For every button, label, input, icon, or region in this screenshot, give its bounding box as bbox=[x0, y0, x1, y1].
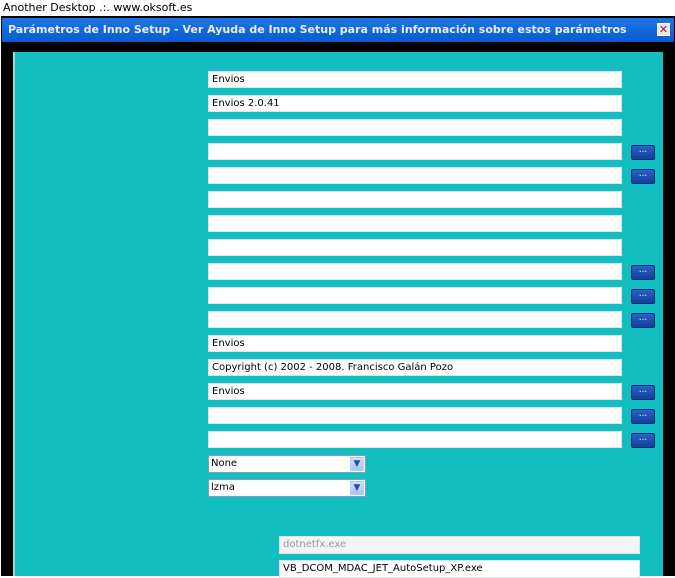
title-bar[interactable] bbox=[2, 18, 674, 42]
chevron-down-icon[interactable]: ▼ bbox=[350, 457, 364, 471]
url-soporte-input[interactable] bbox=[208, 191, 622, 208]
close-icon[interactable]: ✕ bbox=[658, 23, 669, 36]
browse-button[interactable]: ... bbox=[631, 409, 655, 424]
version-input[interactable]: Envios 2.0.41 bbox=[208, 95, 622, 112]
topbar-text: Another Desktop .:. www.oksoft.es bbox=[3, 1, 193, 14]
dialog-window bbox=[1, 16, 675, 576]
browse-button[interactable]: ... bbox=[631, 265, 655, 280]
copyright-input[interactable]: Copyright (c) 2002 - 2008. Francisco Galán Pozo bbox=[208, 359, 622, 376]
desktop-topbar bbox=[0, 0, 675, 16]
compresion-select[interactable] bbox=[208, 479, 366, 497]
browse-button[interactable]: ... bbox=[631, 169, 655, 184]
browse-button[interactable]: ... bbox=[631, 433, 655, 448]
window-title: Parámetros de Inno Setup - Ver Ayuda de Inno Setup para más información sobre estos parámetros bbox=[8, 23, 627, 36]
compania-input[interactable] bbox=[208, 119, 622, 136]
imagen-pequena-input[interactable] bbox=[208, 287, 622, 304]
browse-button[interactable]: ... bbox=[631, 385, 655, 400]
url-actualizacion-input[interactable] bbox=[208, 239, 622, 256]
licencia-input[interactable] bbox=[208, 407, 622, 424]
browse-button[interactable]: ... bbox=[631, 313, 655, 328]
fich-inform-antes-input[interactable] bbox=[208, 143, 622, 160]
nombre-aplicacion-input[interactable]: Envios bbox=[208, 71, 622, 88]
net-framework-input[interactable]: dotnetfx.exe bbox=[279, 536, 640, 554]
chevron-down-icon[interactable]: ▼ bbox=[350, 481, 364, 495]
parameters-panel bbox=[13, 52, 663, 576]
actualizacion-so-input[interactable]: VB_DCOM_MDAC_JET_AutoSetup_XP.exe bbox=[279, 560, 640, 578]
browse-button[interactable]: ... bbox=[631, 145, 655, 160]
select-value: lzma bbox=[211, 482, 235, 493]
select-value: None bbox=[211, 458, 238, 469]
fichero-salida-input[interactable]: Envios bbox=[208, 383, 622, 400]
fich-inform-despues-input[interactable] bbox=[208, 167, 622, 184]
browse-button[interactable]: ... bbox=[631, 289, 655, 304]
url-publicacion-input[interactable] bbox=[208, 215, 622, 232]
privilegios-select[interactable] bbox=[208, 455, 366, 473]
imagen-asistente-input[interactable] bbox=[208, 263, 622, 280]
directorio-defecto-input[interactable] bbox=[208, 311, 622, 328]
grupo-defecto-input[interactable]: Envios bbox=[208, 335, 622, 352]
icono-desinstalacion-input[interactable] bbox=[208, 431, 622, 448]
